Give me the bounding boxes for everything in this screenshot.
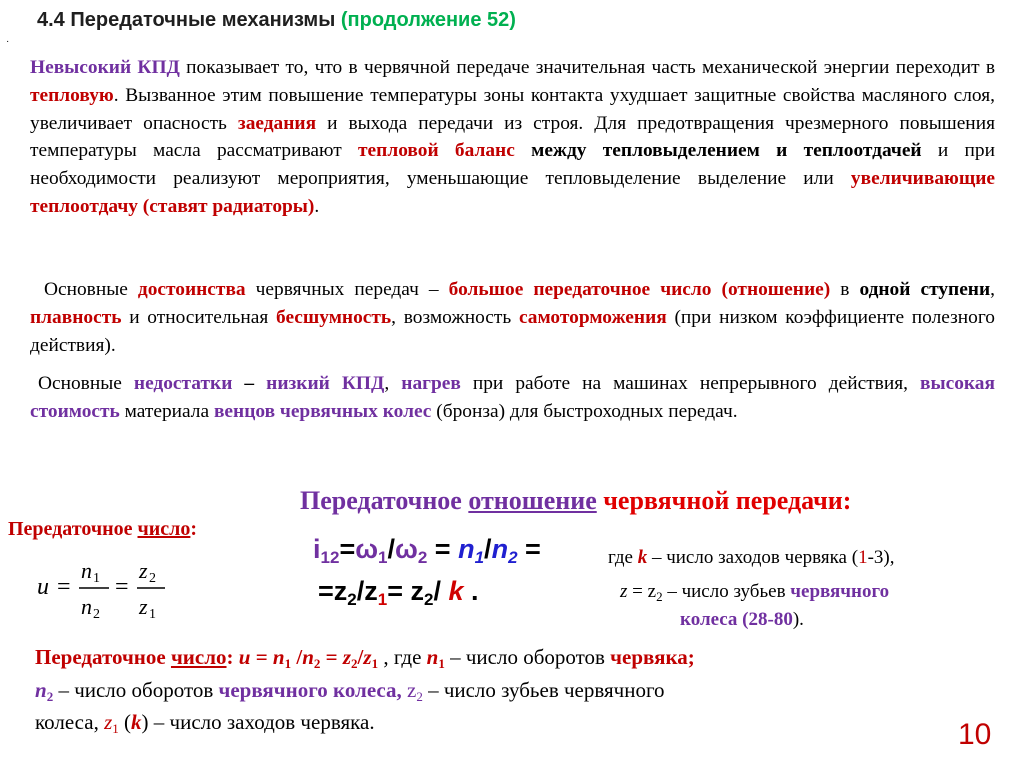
bullet-dot: · xyxy=(6,36,10,47)
formula-n1-sub: 1 xyxy=(93,571,100,586)
title-continuation: (продолжение 52) xyxy=(340,9,516,31)
gear-ratio-heading: Передаточное отношение червячной передачи: xyxy=(300,486,852,515)
page-number: 10 xyxy=(958,718,992,751)
ratio-formula-line-2: $=z_2/z_1= z_2/$ k . xyxy=(318,576,479,609)
formula-n1: n xyxy=(81,558,92,583)
paragraph-efficiency: Невысокий КПД показывает то, что в червячной передаче значительная часть механической энергии переходит в тепловую. Вызванное этим повышение температуры зоны контакта ухудшает защитные свойства масляного слоя, увеличивает опасность заедания и выхода передачи из строя. Для предотвращения чрезмерного повышения температуры масла рассматривают тепловой баланс между тепловыделением и теплоотдачей и при необходимости реализуют мероприятия, уменьшающие тепловыделение выделение или увеличивающие теплоотдачу (ставят радиаторы). xyxy=(30,57,995,217)
formula-z1-sub: 1 xyxy=(149,607,156,622)
bottom-line-3: колеса, z1 (k) – число заходов червяка. xyxy=(35,710,375,736)
gear-number-formula xyxy=(35,552,185,629)
note-wheel-teeth: $z = z_2$ – число зубьев червячного xyxy=(620,581,890,604)
slide-title: 4.4 Передаточные механизмы (продолжение 52) xyxy=(37,9,516,31)
bottom-line-1: Передаточное число: u = n1 /n2 = z2/z1 , где n1 – число оборотов червяка; xyxy=(35,645,695,671)
paragraph-disadvantages: Основные недостатки – низкий КПД, нагрев при работе на машинах непрерывного действия, высокая стоимость материала венцов червячных колес (бронза) для быстроходных передач. xyxy=(30,373,995,422)
formula-z2: z xyxy=(139,558,148,583)
gear-number-label: Передаточное число: xyxy=(8,518,198,540)
formula-n2: n xyxy=(81,594,92,619)
ratio-formula-line-1: $i_{12}=\omega_1/\omega_2 = n_1/n_2$ = xyxy=(313,534,541,567)
note-wheel-range: колеса (28-80). xyxy=(680,609,804,630)
note-worm-starts: где k – число заходов червяка (1-3), xyxy=(608,547,895,568)
paragraph-advantages: Основные достоинства червячных передач – большое передаточное число (отношение) в одной ступени, плавность и относительная бесшумность, возможность самоторможения (при низком коэффициенте полезного действия). xyxy=(30,279,996,356)
formula-u: u xyxy=(37,574,49,600)
formula-eq2: = xyxy=(115,574,129,600)
formula-n2-sub: 2 xyxy=(93,607,100,622)
formula-z2-sub: 2 xyxy=(149,571,156,586)
formula-eq1: = xyxy=(57,574,71,600)
formula-z1: z xyxy=(139,594,148,619)
bottom-line-2: n2 – число оборотов червячного колеса, z2 – число зубьев червячного xyxy=(35,678,665,704)
